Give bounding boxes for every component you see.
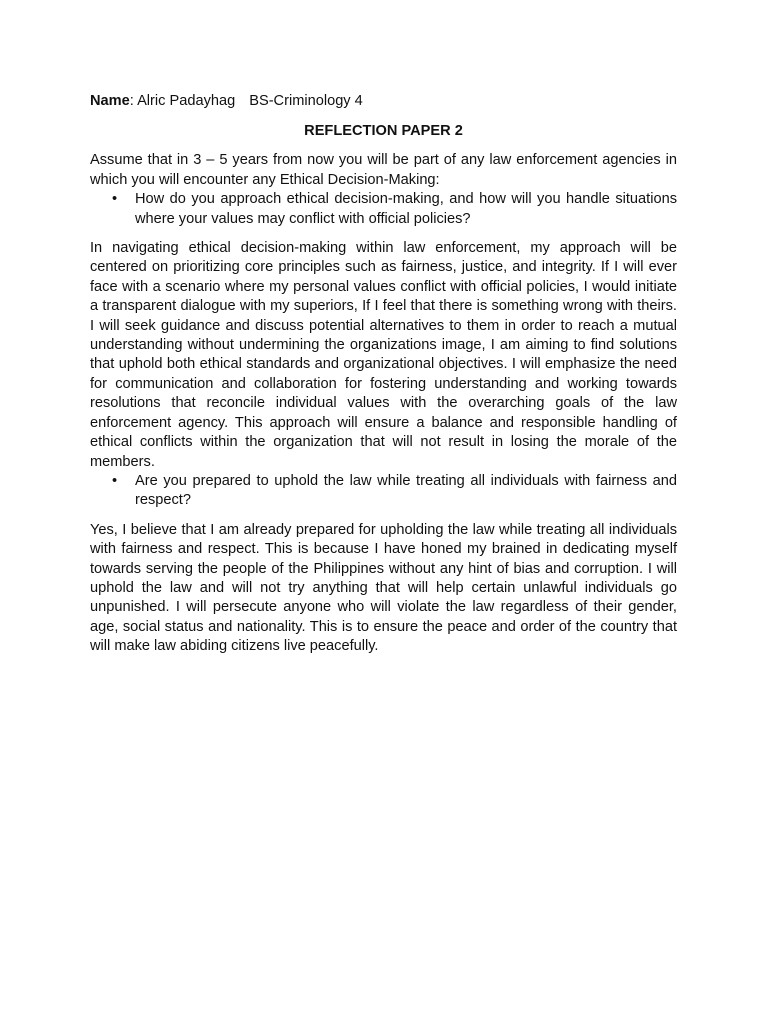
question-list-2 <box>90 472 677 511</box>
name-label: Name <box>90 93 130 109</box>
question-item <box>90 472 677 511</box>
page-title: REFLECTION PAPER 2 <box>304 123 463 139</box>
question-text: Are you prepared to uphold the law while treating all individuals with fairness and respect? <box>135 472 677 509</box>
answer-paragraph: Yes, I believe that I am already prepared for upholding the law while treating all individuals with fairness and respect. This is because I have honed my brained in dedicating myself towards serving the people of the Philippines without any hint of bias and corruption. I will uphold the law and will not try anything that will help certain unlawful individuals go unpunished. I will persecute anyone who will violate the law regardless of their gender, age, social status and nationality. This is to ensure the peace and order of the country that will make law abiding citizens live peacefully. <box>90 521 677 655</box>
name-line <box>90 92 677 112</box>
course-label: BS-Criminology 4 <box>249 93 363 109</box>
student-name: Alric Padayhag <box>137 93 236 109</box>
question-item <box>90 190 677 229</box>
question-text: How do you approach ethical decision-making, and how will you handle situations where your values may conflict with official policies? <box>135 191 677 227</box>
question-list-1 <box>90 190 677 229</box>
answer-paragraph: In navigating ethical decision-making within law enforcement, my approach will be centered on prioritizing core principles such as fairness, justice, and integrity. If I will ever face with a scenario where my personal values conflict with official policies, I would initiate a transparent dialogue with my superiors, If I feel that there is something wrong with theirs. I will seek guidance and discuss potential alternatives to them in order to reach a mutual understanding without undermining the organizations image, I am aiming to find solutions that uphold both ethical standards and organizational objectives. I will emphasize the need for communication and collaboration for fostering understanding and working towards resolutions that reconcile individual values with the overarching goals of the law enforcement agency. This approach will ensure a balance and responsible handling of ethical conflicts within the organization that will not result in losing the morale of the members. <box>90 240 677 470</box>
document-page <box>90 92 677 657</box>
intro-paragraph: Assume that in 3 – 5 years from now you will be part of any law enforcement agencies in which you will encounter any Ethical Decision-Making: <box>90 152 677 188</box>
name-colon: : <box>129 93 134 109</box>
bullet-icon: • <box>112 191 118 208</box>
bullet-icon: • <box>112 472 118 489</box>
